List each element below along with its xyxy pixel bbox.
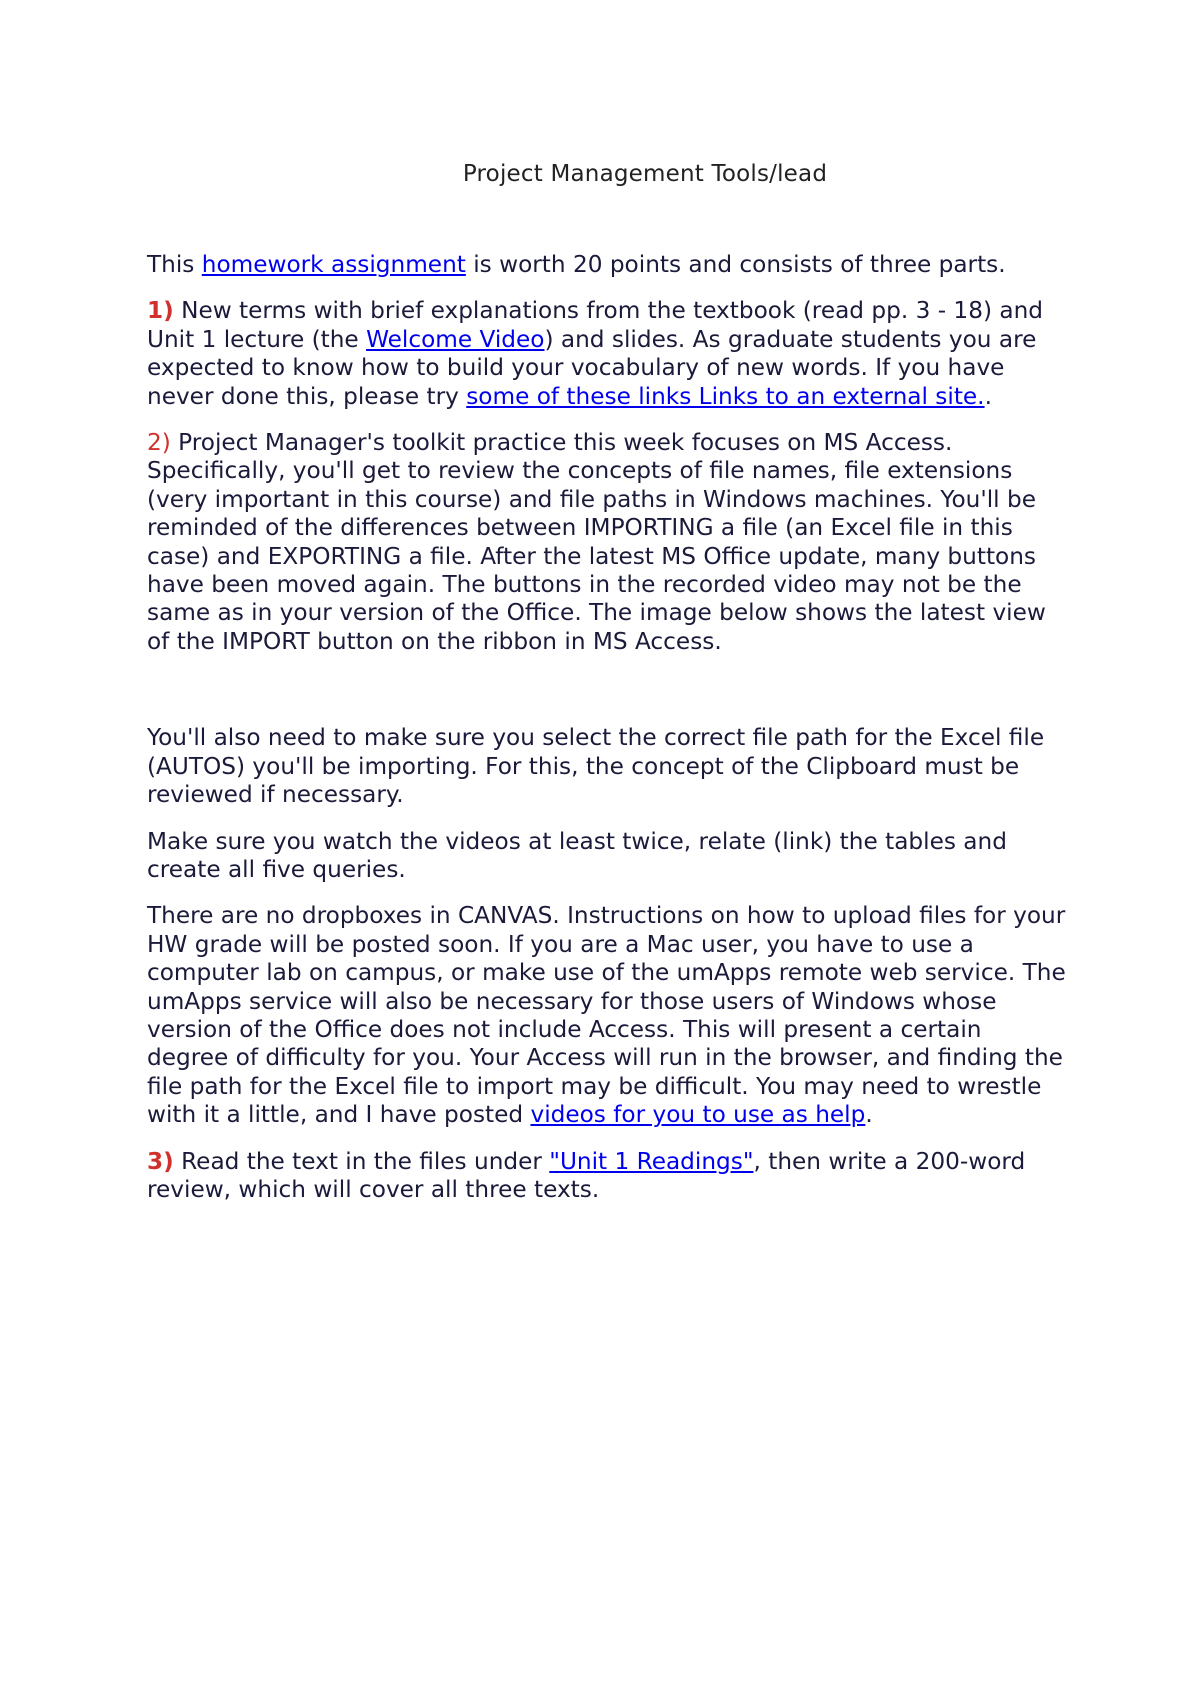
- part-3-paragraph: 3) Read the text in the files under "Unit 1 Readings", then write a 200-word review, which will cover all three texts.: [147, 1147, 1026, 1203]
- document-body: [147, 251, 1067, 1222]
- videos-paragraph: Make sure you watch the videos at least twice, relate (link) the tables and create all five queries.: [147, 827, 1007, 883]
- unit-1-readings-link[interactable]: "Unit 1 Readings": [549, 1147, 754, 1175]
- part-1-number: 1): [147, 297, 174, 325]
- part-2-paragraph: 2) Project Manager's toolkit practice this week focuses on MS Access. Specifically, you'll get to review the concepts of file names, file extensions (very important in this course) and file paths in Windows machines. You'll be reminded of the differences between IMPORTING a file (an Excel file in this case) and EXPORTING a file. After the latest MS Office update, many buttons have been moved again. The buttons in the recorded video may not be the same as in your version of the Office. The image below shows the latest view of the IMPORT button on the ribbon in MS Access.: [147, 429, 1046, 655]
- clipboard-paragraph: You'll also need to make sure you select the correct file path for the Excel file (AUTOS) you'll be importing. For this, the concept of the Clipboard must be reviewed if necessary.: [147, 724, 1045, 809]
- page-title: Project Management Tools/lead: [462, 161, 828, 187]
- part-1-paragraph: 1) New terms with brief explanations from the textbook (read pp. 3 - 18) and Unit 1 lecture (the Welcome Video) and slides. As graduate students you are expected to know how to build your vocabulary of new words. If you have never done this, please try some of these links Links to an external site..: [147, 297, 1043, 410]
- welcome-video-link[interactable]: Welcome Video: [366, 325, 545, 353]
- vocabulary-links-link[interactable]: some of these links Links to an external site.: [466, 382, 985, 410]
- homework-assignment-link[interactable]: homework assignment: [201, 251, 466, 278]
- part-2-number: 2): [147, 429, 171, 457]
- intro-paragraph: This homework assignment is worth 20 points and consists of three parts.: [147, 251, 1006, 278]
- part-3-number: 3): [147, 1147, 174, 1175]
- dropbox-paragraph: There are no dropboxes in CANVAS. Instructions on how to upload files for your HW grade will be posted soon. If you are a Mac user, you have to use a computer lab on campus, or make use of the umApps remote web service. The umApps service will also be necessary for those users of Windows whose version of the Office does not include Access. This will present a certain degree of difficulty for you. Your Access will run in the browser, and finding the file path for the Excel file to import may be difficult. You may need to wrestle with it a little, and I have posted videos for you to use as help.: [147, 902, 1066, 1129]
- help-videos-link[interactable]: videos for you to use as help: [530, 1101, 866, 1129]
